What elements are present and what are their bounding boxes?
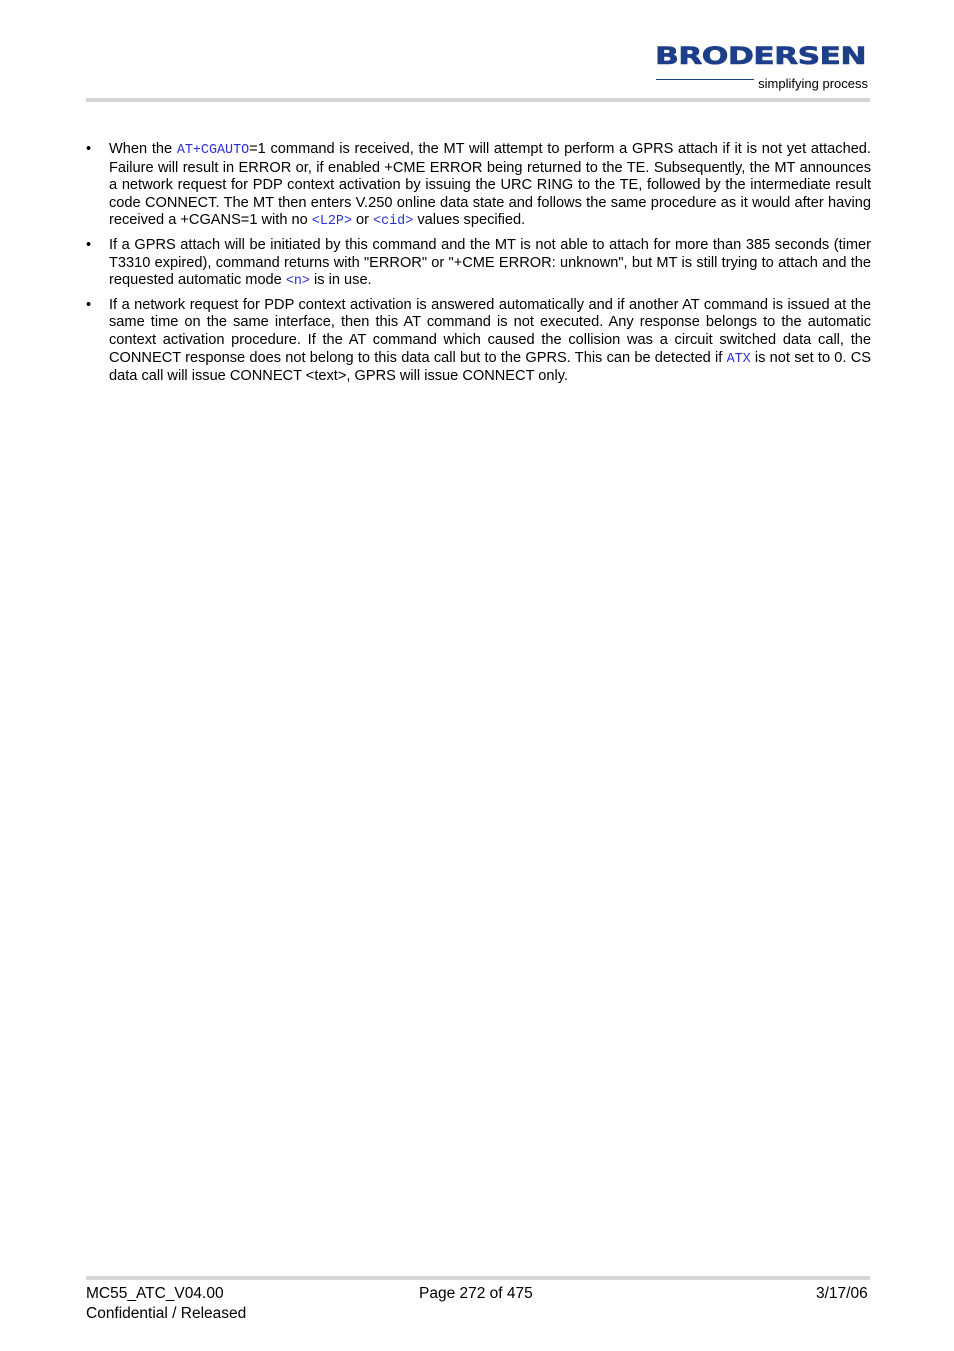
footer-page-number: Page 272 of 475 xyxy=(419,1285,533,1302)
footer-date: 3/17/06 xyxy=(816,1285,868,1302)
paragraph-text: =1 command is received, the MT will attempt to perform a GPRS attach if it is not yet attached. Failure will result in ERROR or, if enabled +CME ERROR being returned to the TE. Subsequently, the MT announces a network request for PDP context activation by issuing the URC RING to the TE, followed by the intermediate result code CONNECT. The MT then enters V.250 online data state and follows the same procedure as it would after having received a +CGANS=1 with no xyxy=(109,141,871,229)
paragraph-text: is in use. xyxy=(309,272,372,289)
list-item xyxy=(86,297,871,386)
paragraph-text: is not set to 0. CS data call will issue CONNECT <text>, GPRS will issue CONNECT only. xyxy=(109,349,871,385)
logo-tagline: simplifying process xyxy=(754,77,868,91)
command-link[interactable]: <n> xyxy=(285,274,310,290)
command-link[interactable]: <cid> xyxy=(373,214,414,230)
footer-doc-id: MC55_ATC_V04.00 xyxy=(86,1285,224,1302)
paragraph-text: If a GPRS attach will be initiated by this command and the MT is not able to attach for more than 385 seconds (timer T3310 expired), command returns with "ERROR" or "+CME ERROR: unknown", but MT is still trying to attach and the requested automatic mode xyxy=(109,236,871,289)
list-item xyxy=(86,141,871,231)
footer-rule xyxy=(86,1276,870,1280)
header-rule xyxy=(86,98,870,102)
logo-wordmark-graphic xyxy=(654,42,868,68)
list-item xyxy=(86,237,871,291)
page-body xyxy=(86,141,871,392)
bullet-list xyxy=(86,141,871,386)
command-link[interactable]: AT+CGAUTO xyxy=(176,143,250,158)
command-link[interactable]: <L2P> xyxy=(311,214,352,230)
footer-status: Confidential / Released xyxy=(86,1305,247,1322)
paragraph-text: If a network request for PDP context activation is answered automatically and if another AT command is issued at the same time on the same interface, then this AT command is not executed. Any response belongs to the automatic context activation procedure. If the AT command which caused the collision was a circuit switched data call, the CONNECT response does not belong to this data call but to the GPRS. This can be detected if xyxy=(109,296,871,366)
logo-wordmark xyxy=(654,42,868,68)
command-link[interactable]: ATX xyxy=(726,351,751,367)
paragraph-text: values specified. xyxy=(413,212,526,229)
paragraph-text: or xyxy=(351,212,374,229)
footer-left xyxy=(86,1284,246,1324)
logo-wordmark-text: BRODERSEN xyxy=(655,42,866,68)
paragraph-text: When the xyxy=(109,141,177,157)
brodersen-logo xyxy=(654,42,868,92)
